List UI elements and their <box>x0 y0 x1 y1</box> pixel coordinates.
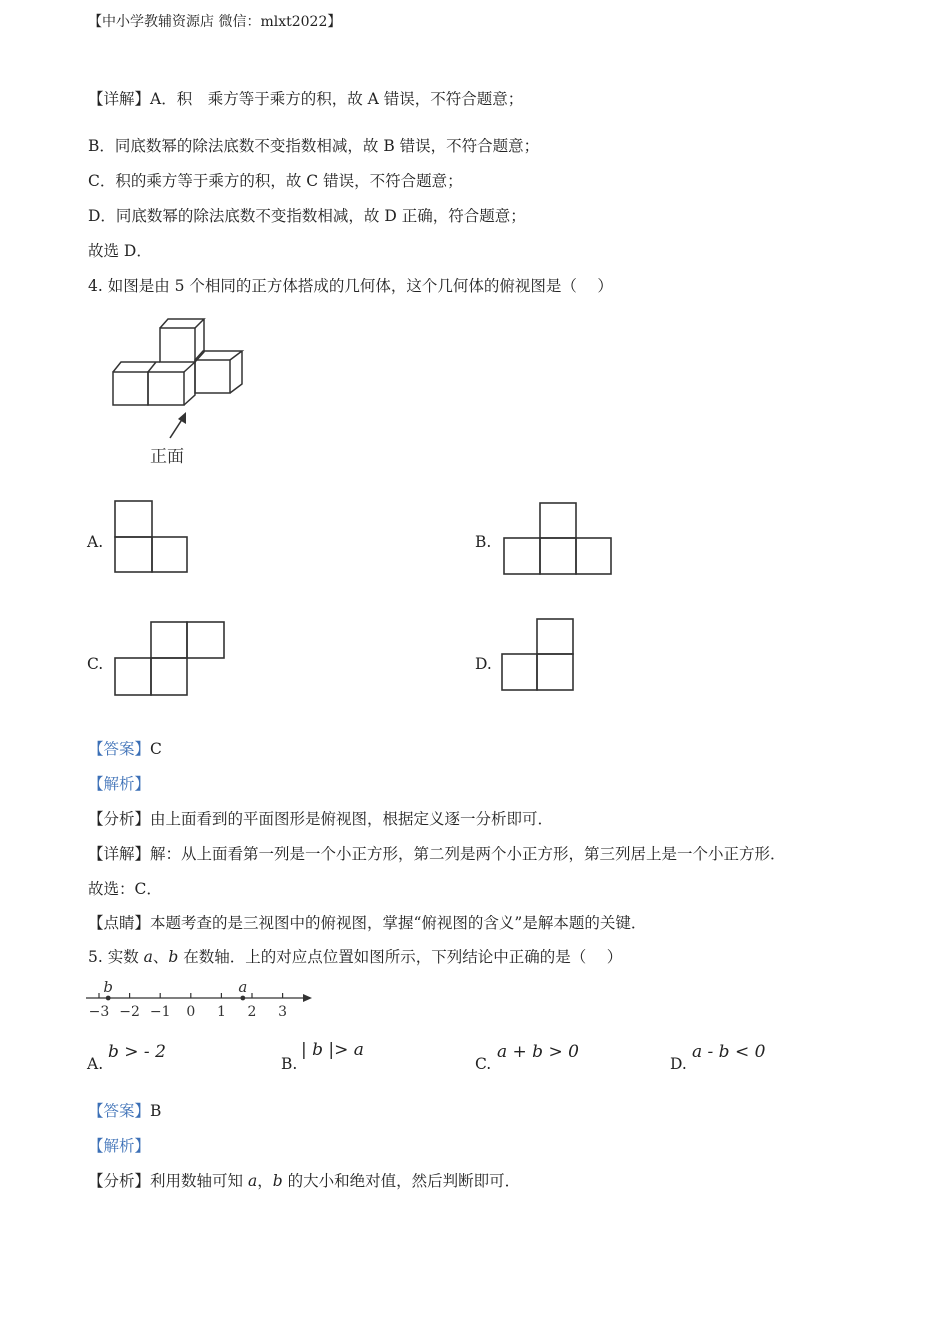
analysis-tag: 【解析】 <box>88 775 151 793</box>
option-c-figure <box>114 621 228 697</box>
option-b-expr: | b |> a <box>301 1040 364 1060</box>
header-watermark: 【中小学教辅资源店 微信：mlxt2022】 <box>88 14 342 30</box>
tick-label: −2 <box>119 1004 140 1020</box>
text-line: 【点睛】本题考查的是三视图中的俯视图，掌握“俯视图的含义”是解本题的关键． <box>88 914 647 932</box>
q5-prefix: 5. 实数 <box>88 948 144 966</box>
answer-tag: 【答案】 <box>88 740 151 758</box>
option-a-expr: b > - 2 <box>108 1042 166 1062</box>
option-a-figure <box>114 500 190 574</box>
text-line: 【分析】由上面看到的平面图形是俯视图，根据定义逐一分析即可． <box>88 810 554 828</box>
analysis-suffix: 的大小和绝对值，然后判断即可． <box>282 1172 521 1190</box>
text-line: C．积的乘方等于乘方的积，故 C 错误，不符合题意； <box>88 172 463 190</box>
question-4: 4. 如图是由 5 个相同的正方体搭成的几何体，这个几何体的俯视图是（ ） <box>88 277 613 295</box>
analysis-prefix: 【分析】利用数轴可知 <box>88 1172 248 1190</box>
option-label: C. <box>475 1055 492 1073</box>
answer-line <box>88 1101 161 1121</box>
var-a: a <box>143 948 153 966</box>
text-line: D．同底数幂的除法底数不变指数相减，故 D 正确，符合题意； <box>88 207 526 225</box>
tick-label: 0 <box>186 1004 196 1020</box>
var-b: b <box>272 1172 283 1190</box>
option-label: B. <box>475 533 492 551</box>
text-line <box>88 1171 520 1191</box>
question-5 <box>88 947 622 967</box>
option-b-figure <box>503 502 613 576</box>
point-a <box>240 996 245 1001</box>
text-line: 故选：C． <box>88 880 162 898</box>
text-line: B．同底数幂的除法底数不变指数相减，故 B 错误，不符合题意； <box>88 137 540 155</box>
number-line <box>86 978 318 1024</box>
option-label: D. <box>475 655 492 673</box>
answer-value: C <box>150 740 162 758</box>
point-b <box>106 996 111 1001</box>
point-b-label: b <box>103 978 113 996</box>
tick-label: −3 <box>88 1004 110 1020</box>
q5-sep: 、 <box>152 948 169 966</box>
answer-line <box>88 739 162 759</box>
option-d-expr: a - b < 0 <box>692 1042 766 1062</box>
option-label: A. <box>87 533 104 551</box>
option-label: A. <box>87 1055 104 1073</box>
analysis-sep: ， <box>257 1172 273 1190</box>
option-label: C. <box>87 655 104 673</box>
text-line: 故选 D． <box>88 242 152 260</box>
answer-value: B <box>150 1102 162 1120</box>
option-label: B. <box>281 1055 298 1073</box>
var-a: a <box>247 1172 258 1190</box>
tick-label: 3 <box>278 1004 288 1020</box>
var-b: b <box>168 948 179 966</box>
tick-label: 2 <box>247 1004 257 1020</box>
option-label: D. <box>670 1055 687 1073</box>
analysis-tag: 【解析】 <box>88 1137 151 1155</box>
option-d-figure <box>501 618 577 692</box>
text-line: 【详解】A．积 乘方等于乘方的积，故 A 错误，不符合题意； <box>88 90 524 108</box>
cube-figure <box>108 314 258 474</box>
tick-label: 1 <box>216 1004 226 1020</box>
text-line: 【详解】解：从上面看第一列是一个小正方形，第二列是两个小正方形，第三列居上是一个小正方形． <box>88 845 786 863</box>
front-label: 正面 <box>150 447 184 467</box>
option-c-expr: a + b > 0 <box>497 1042 579 1062</box>
point-a-label: a <box>238 978 248 996</box>
q5-suffix: 在数轴．上的对应点位置如图所示，下列结论中正确的是（ ） <box>178 948 623 966</box>
tick-label: −1 <box>149 1004 171 1020</box>
answer-tag: 【答案】 <box>88 1102 151 1120</box>
